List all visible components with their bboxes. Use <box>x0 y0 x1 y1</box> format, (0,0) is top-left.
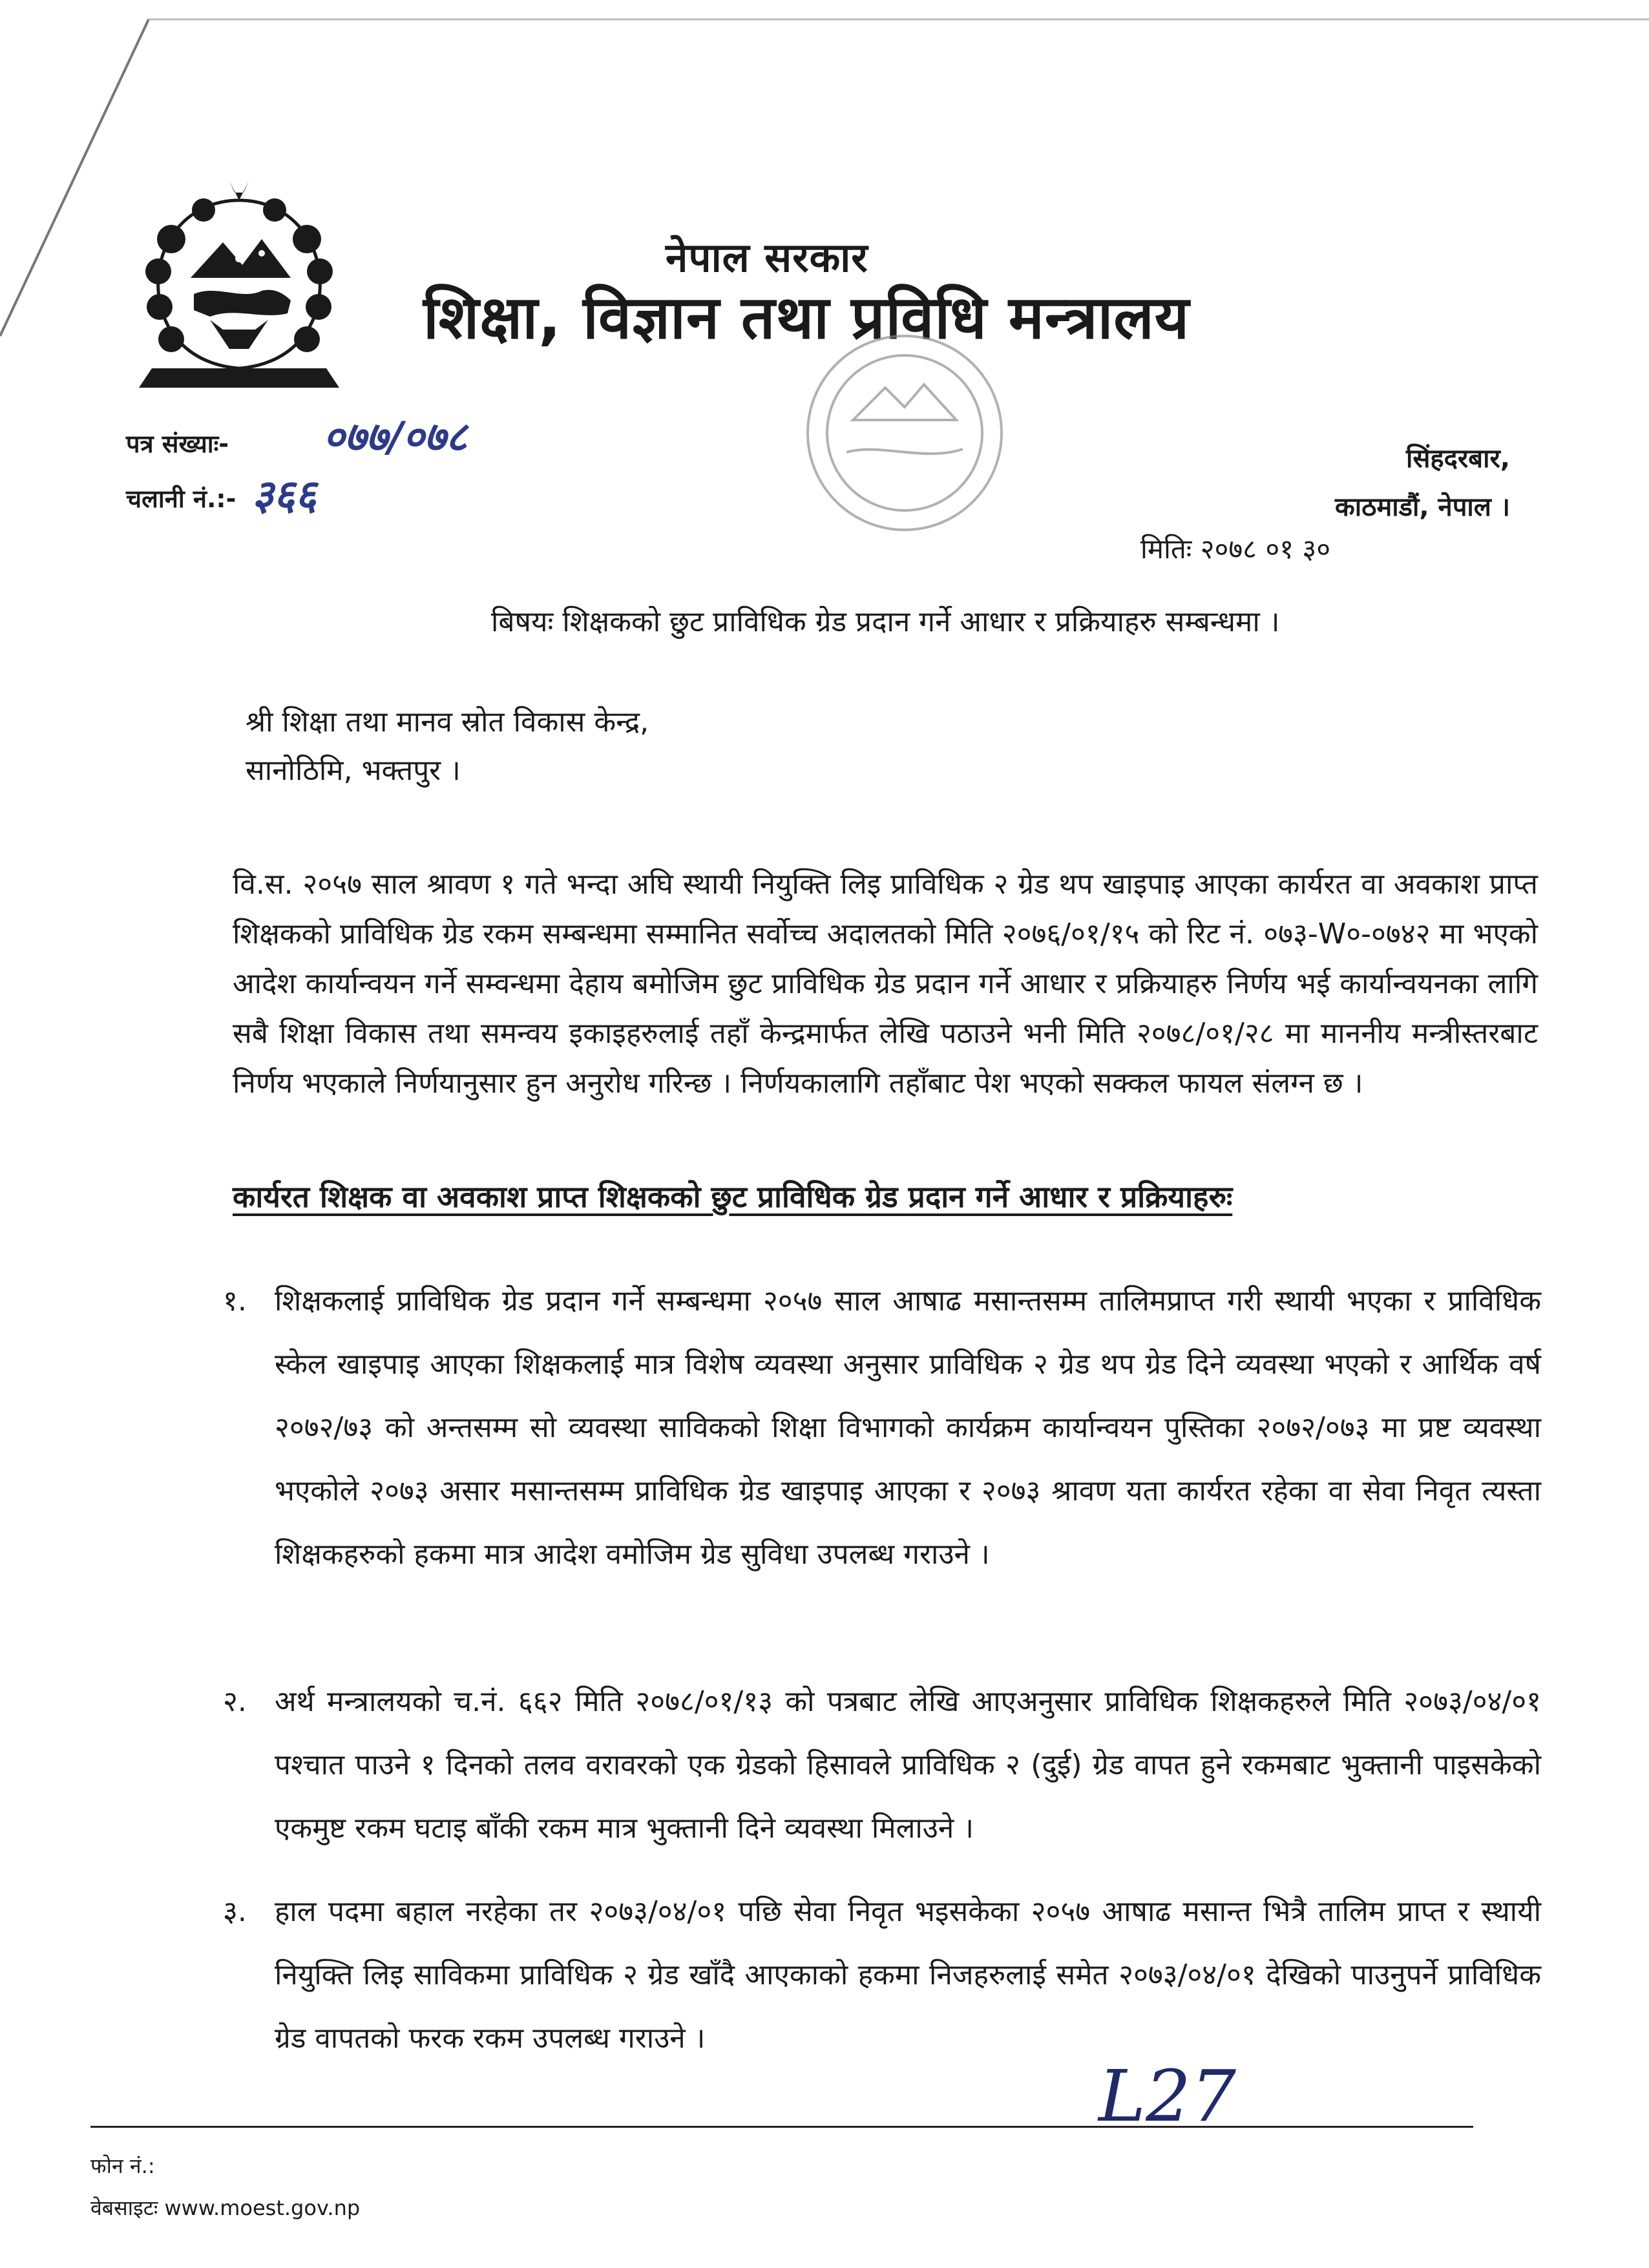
list-item <box>223 1880 1541 2070</box>
section-heading: कार्यरत शिक्षक वा अवकाश प्राप्त शिक्षकको छुट प्राविधिक ग्रेड प्रदान गर्ने आधार र प्रक्रियाहरुः <box>233 1179 1233 1214</box>
recipient-line-2: सानोठिमि, भक्तपुर । <box>246 754 461 787</box>
list-item-text: अर्थ मन्त्रालयको च.नं. ६६२ मिति २०७८/०१/१३ को पत्रबाट लेखि आएअनुसार प्राविधिक शिक्षकहरुले मिति २०७३/०४/०१ पश्चात पाउने १ दिनको तलव वरावरको एक ग्रेडको हिसावले प्राविधिक २ (दुई) ग्रेड वापत हुने रकमबाट भुक्तानी पाइसकेको एकमुष्ट रकम घटाइ बाँकी रकम मात्र भुक्तानी दिने व्यवस्था मिलाउने । <box>275 1685 1541 1845</box>
list-item-number: २. <box>223 1685 247 1718</box>
footer-website-link[interactable]: www.moest.gov.np <box>164 2196 361 2220</box>
government-name: नेपाल सरकार <box>666 234 868 281</box>
letter-subject: बिषयः शिक्षकको छुट प्राविधिक ग्रेड प्रदान गर्ने आधार र प्रक्रियाहरु सम्बन्धमा । <box>491 605 1280 638</box>
list-item-text: हाल पदमा बहाल नरहेका तर २०७३/०४/०१ पछि सेवा निवृत भइसकेका २०५७ आषाढ मसान्त भित्रै तालिम प्राप्त र स्थायी नियुक्ति लिइ साविकमा प्राविधिक २ ग्रेड खाँदै आएकाको हकमा निजहरुलाई समेत २०७३/०४/०१ देखिको पाउनुपर्ने प्राविधिक ग्रेड वापतको फरक रकम उपलब्ध गराउने । <box>275 1895 1541 2055</box>
dispatch-number-label: चलानी नं.:- <box>126 485 236 513</box>
list-item <box>223 1670 1541 1860</box>
ministry-name: शिक्षा, विज्ञान तथा प्रविधि मन्त्रालय <box>423 283 1190 352</box>
footer-website <box>90 2194 360 2221</box>
nepal-emblem-icon <box>132 181 346 401</box>
letter-date: मितिः २०७८ ०१ ३० <box>1140 533 1331 565</box>
list-item <box>223 1270 1541 1586</box>
letter-number-label: पत्र संख्याः- <box>126 430 229 458</box>
footer-phone-label: फोन नं.: <box>90 2154 155 2178</box>
office-stamp-icon <box>782 323 1034 543</box>
body-paragraph: वि.स. २०५७ साल श्रावण १ गते भन्दा अघि स्थायी नियुक्ति लिइ प्राविधिक २ ग्रेड थप खाइपाइ आएका कार्यरत वा अवकाश प्राप्त शिक्षकको प्राविधिक ग्रेड रकम सम्बन्धमा सम्मानित सर्वोच्च अदालतको मिति २०७६/०१/१५ को रिट नं. ०७३-W०-०७४२ मा भएको आदेश कार्यान्वयन गर्ने सम्वन्धमा देहाय बमोजिम छुट प्राविधिक ग्रेड प्रदान गर्ने आधार र प्रक्रियाहरु निर्णय भई कार्यान्वयनका लागि सबै शिक्षा विकास तथा समन्वय इकाइहरुलाई तहाँ केन्द्रमार्फत लेखि पठाउने भनी मिति २०७८/०१/२८ मा माननीय मन्त्रीस्तरबाट निर्णय भएकाले निर्णयानुसार हुन अनुरोध गरिन्छ । निर्णयकालागि तहाँबाट पेश भएको सक्कल फायल संलग्न छ । <box>233 868 1538 1100</box>
footer-website-label: वेबसाइटः <box>90 2196 158 2220</box>
letter-number-value: ०७७/०७८ <box>323 413 468 461</box>
list-item-number: १. <box>223 1285 247 1318</box>
address-line-2: काठमाडौं, नेपाल । <box>1335 492 1510 522</box>
dispatch-number-value: ३६६ <box>252 471 317 520</box>
address-line-1: सिंहदरबार, <box>1406 444 1510 474</box>
recipient-line-1: श्री शिक्षा तथा मानव स्रोत विकास केन्द्र, <box>246 706 649 739</box>
footer-divider <box>90 2126 1473 2128</box>
list-item-text: शिक्षकलाई प्राविधिक ग्रेड प्रदान गर्ने सम्बन्धमा २०५७ साल आषाढ मसान्तसम्म तालिमप्राप्त गरी स्थायी भएका र प्राविधिक स्केल खाइपाइ आएका शिक्षकलाई मात्र विशेष व्यवस्था अनुसार प्राविधिक २ ग्रेड थप ग्रेड दिने व्यवस्था भएको र आर्थिक वर्ष २०७२/७३ को अन्तसम्म सो व्यवस्था साविकको शिक्षा विभागको कार्यक्रम कार्यान्वयन पुस्तिका २०७२/०७३ मा प्रष्ट व्यवस्था भएकोले २०७३ असार मसान्तसम्म प्राविधिक ग्रेड खाइपाइ आएका र २०७३ श्रावण यता कार्यरत रहेका वा सेवा निवृत त्यस्ता शिक्षकहरुको हकमा मात्र आदेश वमोजिम ग्रेड सुविधा उपलब्ध गराउने । <box>275 1285 1541 1571</box>
list-item-number: ३. <box>223 1895 247 1928</box>
handwritten-initials: L27 <box>1098 2055 1237 2137</box>
